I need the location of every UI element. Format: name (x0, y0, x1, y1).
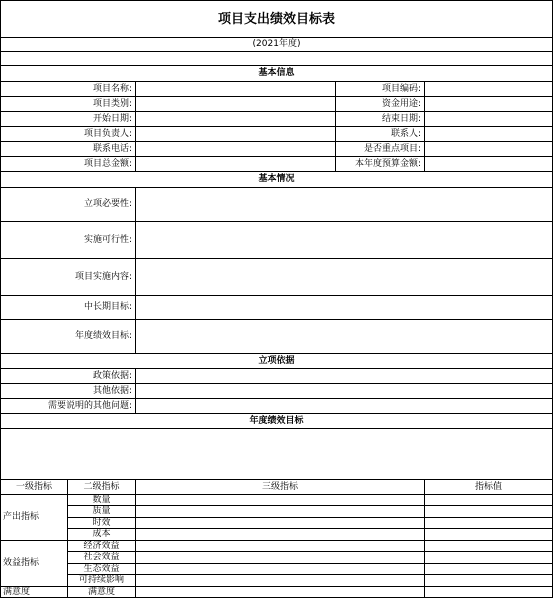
level3-social[interactable] (136, 552, 425, 564)
value-satisfaction[interactable] (425, 587, 553, 598)
input-annual-budget[interactable] (425, 157, 553, 172)
input-annual-goal[interactable] (136, 320, 553, 354)
label-end-date: 结束日期: (336, 112, 425, 127)
value-quality[interactable] (425, 506, 553, 518)
level3-quality[interactable] (136, 506, 425, 518)
header-level1: 一级指标 (0, 480, 68, 495)
header-value: 指标值 (425, 480, 553, 495)
level2-quality: 质量 (68, 506, 136, 518)
input-project-code[interactable] (425, 82, 553, 97)
label-implementation: 项目实施内容: (0, 259, 136, 296)
value-cost[interactable] (425, 529, 553, 541)
label-project-code: 项目编码: (336, 82, 425, 97)
label-project-leader: 项目负责人: (0, 127, 136, 142)
level2-cost: 成本 (68, 529, 136, 541)
level2-economic: 经济效益 (68, 541, 136, 552)
label-annual-goal: 年度绩效目标: (0, 320, 136, 354)
header-level3: 三级指标 (136, 480, 425, 495)
value-quantity[interactable] (425, 495, 553, 506)
label-total-amount: 项目总金额: (0, 157, 136, 172)
label-other-issues: 需要说明的其他问题: (0, 399, 136, 414)
label-contact-person: 联系人: (336, 127, 425, 142)
section-basis: 立项依据 (0, 354, 553, 369)
label-phone: 联系电话: (0, 142, 136, 157)
input-policy-basis[interactable] (136, 369, 553, 384)
value-economic[interactable] (425, 541, 553, 552)
section-basic-info: 基本信息 (0, 66, 553, 82)
sheet-title: 项目支出绩效目标表 (0, 0, 553, 38)
input-start-date[interactable] (136, 112, 336, 127)
value-ecological[interactable] (425, 564, 553, 575)
value-timeliness[interactable] (425, 518, 553, 529)
input-phone[interactable] (136, 142, 336, 157)
level2-sustainable: 可持续影响 (68, 575, 136, 587)
input-feasibility[interactable] (136, 222, 553, 259)
level2-social: 社会效益 (68, 552, 136, 564)
level2-timeliness: 时效 (68, 518, 136, 529)
level3-satisfaction[interactable] (136, 587, 425, 598)
value-social[interactable] (425, 552, 553, 564)
label-start-date: 开始日期: (0, 112, 136, 127)
label-project-category: 项目类别: (0, 97, 136, 112)
level2-quantity: 数量 (68, 495, 136, 506)
label-necessity: 立项必要性: (0, 188, 136, 222)
label-project-name: 项目名称: (0, 82, 136, 97)
input-implementation[interactable] (136, 259, 553, 296)
value-sustainable[interactable] (425, 575, 553, 587)
level3-cost[interactable] (136, 529, 425, 541)
input-project-leader[interactable] (136, 127, 336, 142)
label-annual-budget: 本年度预算金额: (336, 157, 425, 172)
input-project-name[interactable] (136, 82, 336, 97)
year-label: (2021年度) (0, 38, 553, 52)
level1-output: 产出指标 (0, 495, 68, 541)
input-other-issues[interactable] (136, 399, 553, 414)
level3-timeliness[interactable] (136, 518, 425, 529)
header-level2: 二级指标 (68, 480, 136, 495)
level3-sustainable[interactable] (136, 575, 425, 587)
label-fund-usage: 资金用途: (336, 97, 425, 112)
blank-row (0, 52, 553, 66)
label-feasibility: 实施可行性: (0, 222, 136, 259)
level2-ecological: 生态效益 (68, 564, 136, 575)
input-fund-usage[interactable] (425, 97, 553, 112)
input-annual-goal-text[interactable] (0, 429, 553, 480)
input-key-project[interactable] (425, 142, 553, 157)
label-other-basis: 其他依据: (0, 384, 136, 399)
level3-economic[interactable] (136, 541, 425, 552)
section-basic-situation: 基本情况 (0, 172, 553, 188)
section-annual-goal: 年度绩效目标 (0, 414, 553, 429)
level2-satisfaction: 满意度 (68, 587, 136, 598)
label-key-project: 是否重点项目: (336, 142, 425, 157)
label-policy-basis: 政策依据: (0, 369, 136, 384)
level3-quantity[interactable] (136, 495, 425, 506)
input-end-date[interactable] (425, 112, 553, 127)
input-project-category[interactable] (136, 97, 336, 112)
input-contact-person[interactable] (425, 127, 553, 142)
level1-benefit: 效益指标 (0, 541, 68, 587)
input-necessity[interactable] (136, 188, 553, 222)
input-mid-long-term[interactable] (136, 296, 553, 320)
input-other-basis[interactable] (136, 384, 553, 399)
input-total-amount[interactable] (136, 157, 336, 172)
level1-satisfaction: 满意度 (0, 587, 68, 598)
level3-ecological[interactable] (136, 564, 425, 575)
label-mid-long-term: 中长期目标: (0, 296, 136, 320)
